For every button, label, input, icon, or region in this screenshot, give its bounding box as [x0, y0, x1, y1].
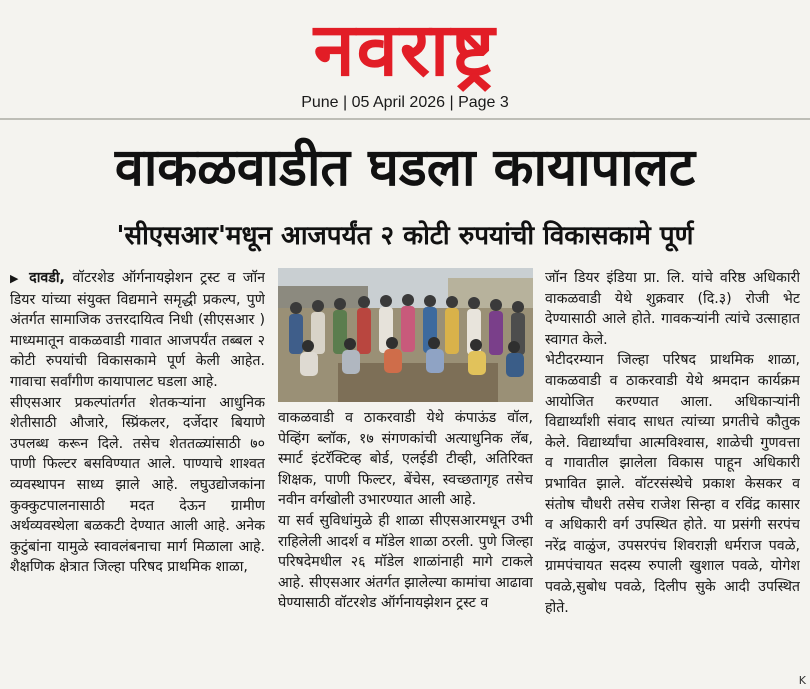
article-headline: वाकळवाडीत घडला कायापालट [114, 138, 696, 198]
dateline-place: दावडी, [29, 270, 65, 286]
paragraph: भेटीदरम्यान जिल्हा परिषद प्राथमिक शाळा, वाकळवाडी व ठाकरवाडी येथे श्रमदान कार्यक्रम आयोजित करण्यात आला. अधिकाऱ्यांनी विद्यार्थ्यांशी संवाद साधत त्यांच्या प्रगतीचे कौतुक केले. विद्यार्थ्यांचा आत्मविश्वास, शाळेची गुणवत्ता व गावातील झालेला विकास पाहून अधिकारी प्रभावित झाले. वॉटरसंस्थेचे प्रकाश केसकर व संतोष चौधरी तसेच राजेश सिन्हा व रविंद्र कासार व अधिकारी वर्ग उपस्थित होते. या प्रसंगी सरपंच नरेंद्र वाळुंज, उपसरपंच शिवराज्ञी धर्मराज पवळे, ग्रामपंचायत सदस्य रुपाली खुशाल पवळे, योगेश पवळे,सुबोध पवळे, दिलीप सुके आदी उपस्थित होते. [545, 352, 800, 616]
article-photo [278, 268, 533, 402]
group-photo-image [278, 268, 533, 402]
lead-text: वॉटरशेड ऑर्गनायझेशन ट्रस्ट व जॉन डियर यांच्या संयुक्त विद्यमाने समृद्धी प्रकल्प, पुणे अंतर्गत सामाजिक उत्तरदायित्व निधी (सीएसआर ) माध्यमातून वाकळवाडी गावात आजपर्यंत तब्बल २ कोटी रुपयांची विकासकामे पूर्ण केली आहेत. गावाचा सर्वांगीण कायापालट घडला आहे. [10, 270, 265, 390]
article-column-3 [545, 268, 800, 683]
lead-paragraph [10, 268, 265, 393]
corner-mark: K [798, 674, 806, 687]
paragraph: सीएसआर प्रकल्पांतर्गत शेतकऱ्यांना आधुनिक शेतीसाठी औजारे, स्प्रिंकलर, दर्जेदार बियाणे उपलब्ध करून दिले. तसेच शेततळ्यांसाठी ७० पाणी फिल्टर बसविण्यात आले. पाण्याचे शाश्वत व्यवस्थापन साध्य झाले आहे. लघुउद्योजकांना कुक्कुटपालनासाठी मदत देऊन ग्रामीण अर्थव्यवस्थेला बळकटी देण्यात आली आहे. अनेक कुटुंबांना यामुळे स्वावलंबनाचा मार्ग मिळाला आहे. शैक्षणिक क्षेत्रात जिल्हा परिषद प्राथमिक शाळा, [10, 394, 265, 576]
paragraph: वाकळवाडी व ठाकरवाडी येथे कंपाऊंड वॉल, पेव्हिंग ब्लॉक, १७ संगणकांची अत्याधुनिक लॅब, स्मार्ट इंटरॅक्टिव्ह बोर्ड, एलईडी टीव्ही, अतिरिक्त शिक्षक, पाणी फिल्टर, बेंचेस, स्वच्छतागृह तसेच नवीन वर्गखोली उभारण्यात आली आहे. [278, 410, 533, 509]
article-column-2 [278, 408, 533, 683]
triangle-bullet-icon: ▶ [10, 272, 22, 285]
newspaper-logo: नवराष्ट्र [313, 7, 497, 93]
paragraph: या सर्व सुविधांमुळे ही शाळा सीएसआरमधून उभी राहिलेली आदर्श व मॉडेल शाळा ठरली. पुणे जिल्हा परिषदेमधील २६ मॉडेल शाळांनाही मागे टाकले आहे. सीएसआर अंतर्गत झालेल्या कामांचा आढावा घेण्यासाठी वॉटरशेड ऑर्गनायझेशन ट्रस्ट व [278, 512, 533, 612]
masthead-divider [0, 118, 810, 120]
masthead [0, 0, 810, 118]
article-subheadline: 'सीएसआर'मधून आजपर्यंत २ कोटी रुपयांची विकासकामे पूर्ण [116, 221, 694, 251]
paragraph: जॉन डियर इंडिया प्रा. लि. यांचे वरिष्ठ अधिकारी वाकळवाडी येथे शुक्रवार (दि.३) रोजी भेट देण्यासाठी आले होते. गावकऱ्यांनी त्यांचे उत्साहात स्वागत केले. [545, 270, 800, 348]
edition-dateline: Pune | 05 April 2026 | Page 3 [301, 94, 509, 111]
article-column-1 [10, 268, 265, 683]
